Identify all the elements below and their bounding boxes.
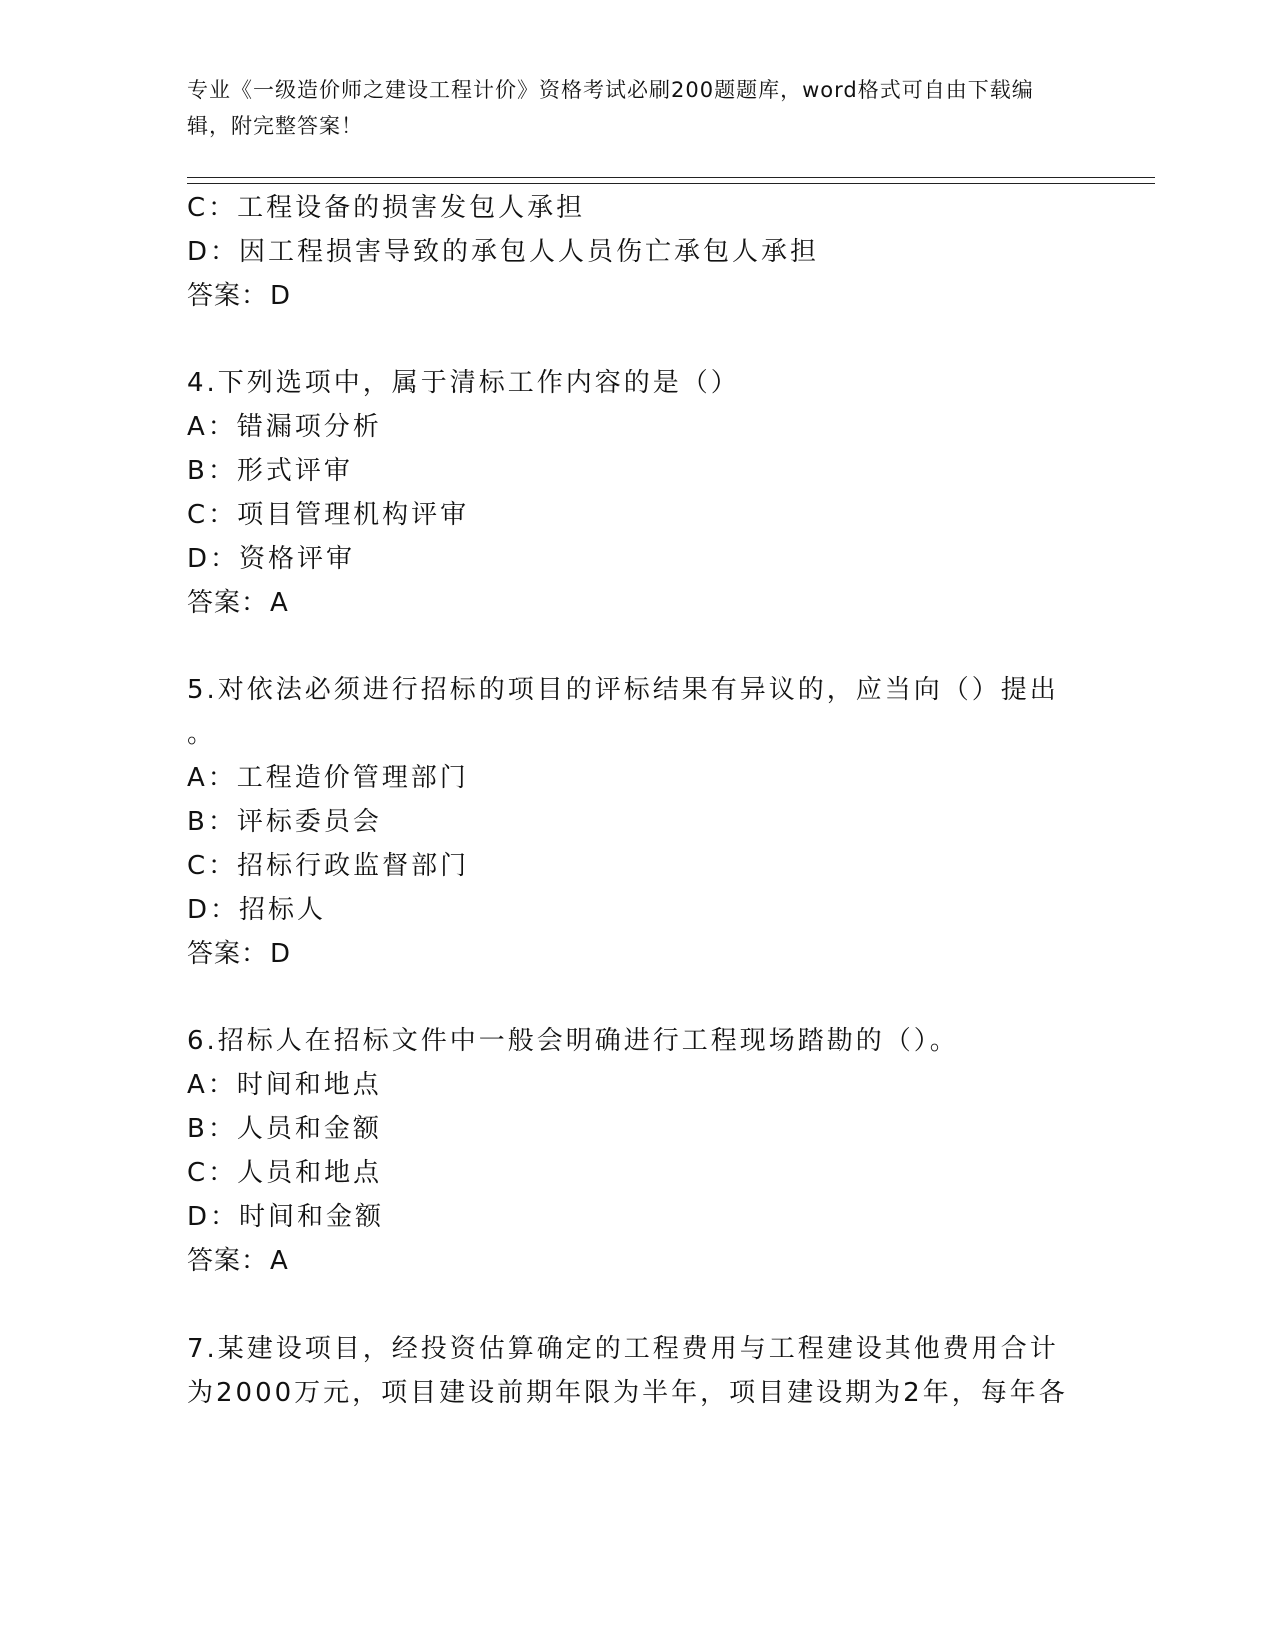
answer-key: D [270,281,292,311]
option-b: B：评标委员会 [187,807,382,837]
question-stem: 6.招标人在招标文件中一般会明确进行工程现场踏勘的（）。 [187,1026,959,1056]
header-rule-bottom [187,183,1155,184]
question-stem: 5.对依法必须进行招标的项目的评标结果有异议的，应当向（）提出 [187,675,1059,705]
option-d: D：因工程损害导致的承包人人员伤亡承包人承担 [187,237,820,267]
question-stem: 7.某建设项目，经投资估算确定的工程费用与工程建设其他费用合计 [187,1334,1059,1364]
answer-line [187,1244,289,1278]
answer-label: 答案： [187,281,269,311]
question-stem-continuation: 。 [187,719,217,749]
option-d: D：时间和金额 [187,1202,385,1232]
answer-label: 答案： [187,588,269,618]
answer-line [187,937,291,971]
option-c: C：人员和地点 [187,1158,383,1188]
answer-key: A [270,1246,289,1276]
option-c: C：项目管理机构评审 [187,500,470,530]
option-a: A：错漏项分析 [187,412,382,442]
answer-key: A [270,588,289,618]
option-d: D：资格评审 [187,544,356,574]
answer-line [187,586,289,620]
answer-key: D [270,939,292,969]
answer-label: 答案： [187,1246,269,1276]
header-rule-top [187,177,1155,178]
option-b: B：形式评审 [187,456,353,486]
question-stem-continuation: 为2000万元，项目建设前期年限为半年，项目建设期为2年，每年各 [187,1378,1068,1408]
answer-label: 答案： [187,939,269,969]
question-stem: 4.下列选项中，属于清标工作内容的是（） [187,368,740,398]
document-header: 专业《一级造价师之建设工程计价》资格考试必刷200题题库，word格式可自由下载编辑，附完整答案！ [187,78,1034,138]
option-b: B：人员和金额 [187,1114,382,1144]
option-a: A：时间和地点 [187,1070,382,1100]
option-d: D：招标人 [187,895,327,925]
option-c: C：招标行政监督部门 [187,851,470,881]
answer-line [187,279,291,313]
option-c: C：工程设备的损害发包人承担 [187,193,586,223]
option-a: A：工程造价管理部门 [187,763,469,793]
